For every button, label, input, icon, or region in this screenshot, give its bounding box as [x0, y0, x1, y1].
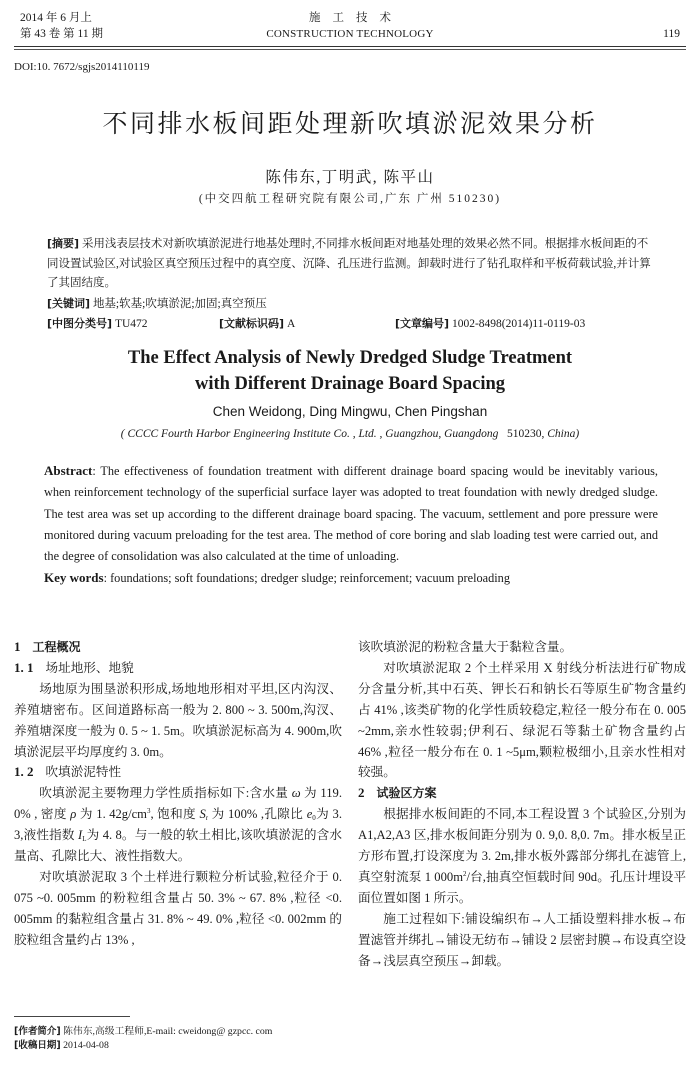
- subsection-number: 1. 2: [14, 764, 34, 780]
- subsection-title: 场址地形、地貌: [45, 660, 134, 675]
- document-code: [219, 314, 359, 335]
- text-run: 为 4. 8。与一般的软土相比,该吹填淤泥的含水量高、孔隙比大、液性指数大。: [14, 828, 343, 864]
- abstract-en: [44, 460, 658, 590]
- journal-name-en: CONSTRUCTION TECHNOLOGY: [266, 28, 434, 40]
- text-run: /台,抽真空恒载时间 90d。孔压计埋设平面位置如图 1 所示。: [358, 869, 687, 905]
- text-run: 为 119. 0% , 密度: [14, 786, 342, 822]
- affiliation-en: [0, 428, 700, 440]
- symbol-sr: S: [199, 807, 206, 822]
- footnote: [14, 1025, 272, 1053]
- text-run: 为 1. 42g/cm: [76, 807, 147, 822]
- text-run: 为 100% ,孔隙比: [208, 807, 307, 822]
- journal-name-cn: 施工技术: [309, 12, 403, 24]
- received-date: [14, 1039, 272, 1053]
- paragraph-construction-process: 施工过程如下:铺设编织布→人工插设塑料排水板→布置滤管并绑扎→铺设无纺布→铺设 2 层密封膜→布设真空设备→浅层真空预压→卸载。: [358, 911, 686, 968]
- symbol-omega: ω: [291, 786, 301, 801]
- paragraph-mineral-analysis: 对吹填淤泥取 2 个土样采用 X 射线分析法进行矿物成分含量分析,其中石英、钾长石和钠长石等原生矿物含量约占 41% ,该类矿物的化学性质较稳定,粒径一般分布在 0. 005 ~2mm,亲水性较弱;伊利石、绿泥石等黏土矿物含量约占 46% ,粒径一般分布在 0. 1 ~5μm,颗粒极细小,且亲水性相对较强。: [358, 660, 686, 780]
- clc-value: TU472: [112, 318, 148, 330]
- symbol-il: I: [77, 828, 83, 843]
- abstract-cn-label: [摘要]: [47, 237, 80, 250]
- affiliation-en-country: China): [547, 428, 580, 440]
- affiliation-cn: (中交四航工程研究院有限公司,广东 广州 510230): [198, 193, 502, 205]
- keywords-cn-text: 地基;软基;吹填淤泥;加固;真空预压: [90, 297, 267, 310]
- section-title: 工程概况: [32, 640, 81, 654]
- abstract-cn: [47, 234, 657, 335]
- abstract-en-text: : The effectiveness of foundation treatment with different drainage board spacing would be inevitably various, when reinforcement technology of the superficial surface layer was adopted to treat foundation with newly dredged sludge. The test area was set up according to the different drainage board spacing. The vacuum, settlement and pore pressure were monitored during vacuum preloading for the test area. The method of core boring and slab loading test were carried out, and the degree of consolidation was also calculated at the time of unloading.: [44, 464, 658, 564]
- author-bio-text: 陈伟东,高级工程师,E-mail: cweidong@ gzpcc. com: [60, 1026, 273, 1037]
- doi: DOI:10. 7672/sgjs2014110119: [14, 61, 150, 73]
- subsection-title: 吹填淤泥特性: [45, 765, 122, 780]
- subscript: r: [205, 814, 209, 823]
- section-number: 1: [14, 639, 21, 654]
- subscript: L: [82, 835, 87, 844]
- paragraph-test-zones: [358, 804, 686, 909]
- page-number: 119: [663, 28, 680, 40]
- text-run: 为 3. 3,液性指数: [14, 807, 343, 843]
- keywords-cn: [47, 294, 657, 315]
- section-number: 2: [358, 785, 365, 801]
- authors-en: Chen Weidong, Ding Mingwu, Chen Pingshan: [212, 404, 488, 419]
- body-column-left: [14, 637, 342, 951]
- clc-number: [47, 314, 219, 335]
- paragraph-site: 场地原为围垦淤积形成,场地地形相对平坦,区内沟汊、养殖塘密布。区间道路标高一般为 2. 800 ~ 3. 500m,沟汊、养殖塘深度一般为 0. 5 ~ 1. 5m。吹填淤泥标高为 4. 900m,吹填淤泥层平均厚度约 3. 0m。: [14, 681, 342, 759]
- section-heading-2: [358, 783, 686, 804]
- doc-code-value: A: [284, 318, 296, 330]
- abstract-en-label: Abstract: [44, 463, 93, 478]
- title-cn: 不同排水板间距处理新吹填淤泥效果分析: [102, 109, 598, 138]
- keywords-en-text: : foundations; soft foundations; dredger sludge; reinforcement; vacuum preloading: [103, 571, 510, 586]
- abstract-cn-text: 采用浅表层技术对新吹填淤泥进行地基处理时,不同排水板间距对地基处理的效果必然不同。根据排水板间距的不同设置试验区,对试验区真空预压过程中的真空度、沉降、孔压进行监测。卸载时进行了钻孔取样和平板荷载试验,并计算了其固结度。: [47, 238, 651, 289]
- subsection-heading-1-2: [14, 762, 342, 783]
- subsection-number: 1. 1: [14, 659, 34, 675]
- title-en-line1: The Effect Analysis of Newly Dredged Sludge Treatment: [127, 348, 573, 368]
- superscript: 2: [463, 869, 467, 878]
- superscript: 3: [146, 807, 151, 816]
- text-run: 吹填淤泥主要物理力学性质指标如下:含水量: [39, 786, 292, 801]
- received-date-text: 2014-04-08: [60, 1040, 109, 1051]
- affiliation-en-postcode: 510230,: [507, 428, 545, 440]
- affiliation-en-org: ( CCCC Fourth Harbor Engineering Institute Co. , Ltd. , Guangzhou, Guangdong: [120, 428, 499, 440]
- paragraph-particle-analysis: 对吹填淤泥取 3 个土样进行颗粒分析试验,粒径介于 0. 075 ~0. 005mm 的粉粒组含量占 50. 3% ~ 67. 8% ,粒径 <0. 005mm 的黏粒组含量占 31. 8% ~ 49. 0% ,粒径 <0. 002mm 的胶粒组含量约占 13% ,: [14, 869, 342, 947]
- authors-cn: 陈伟东,丁明武, 陈平山: [265, 169, 435, 186]
- author-bio: [14, 1025, 272, 1039]
- clc-label: [中图分类号]: [47, 317, 113, 330]
- text-run: , 饱和度: [150, 807, 200, 822]
- section-title: 试验区方案: [376, 786, 437, 801]
- abstract-cn-body: [47, 234, 657, 294]
- volume-issue: 第 43 卷 第 11 期: [20, 28, 103, 40]
- author-bio-label: [作者简介]: [14, 1026, 61, 1037]
- title-en-line2: with Different Drainage Board Spacing: [194, 374, 506, 394]
- running-header-center: [0, 10, 700, 42]
- classification-row: [47, 314, 657, 335]
- header-rule-thin: [14, 49, 686, 50]
- issue-date: 2014 年 6 月上: [20, 12, 92, 24]
- symbol-rho: ρ: [70, 807, 77, 822]
- subscript: 0: [312, 814, 316, 823]
- received-date-label: [收稿日期]: [14, 1040, 61, 1051]
- keywords-cn-label: [关键词]: [47, 296, 91, 310]
- body-column-right: [358, 637, 686, 972]
- abstract-en-body: [44, 460, 658, 567]
- paragraph-particle-analysis-cont: 该吹填淤泥的粉粒含量大于黏粒含量。: [358, 640, 573, 654]
- title-en: [0, 345, 700, 397]
- subsection-heading-1-1: [14, 658, 342, 679]
- text-run: 根据排水板间距的不同,本工程设置 3 个试验区,分别为 A1,A2,A3 区,排水板间距分别为 0. 9,0. 8,0. 7m。排水板呈正方形布置,打设深度为 3. 2m,排水板外露部分绑扎在滤管上,真空射流泵 1 000m: [358, 807, 686, 884]
- footnote-rule: [14, 1016, 130, 1017]
- section-heading-1: [14, 637, 342, 658]
- paragraph-properties: [14, 783, 342, 867]
- keywords-en: [44, 567, 658, 589]
- article-number: [395, 314, 585, 335]
- keywords-en-label: Key words: [44, 570, 104, 586]
- symbol-e0: e: [306, 807, 313, 822]
- header-rule-thick: [14, 46, 686, 47]
- article-no-label: [文章编号]: [395, 317, 450, 330]
- doc-code-label: [文献标识码]: [219, 317, 285, 330]
- article-no-value: 1002-8498(2014)11-0119-03: [449, 318, 586, 330]
